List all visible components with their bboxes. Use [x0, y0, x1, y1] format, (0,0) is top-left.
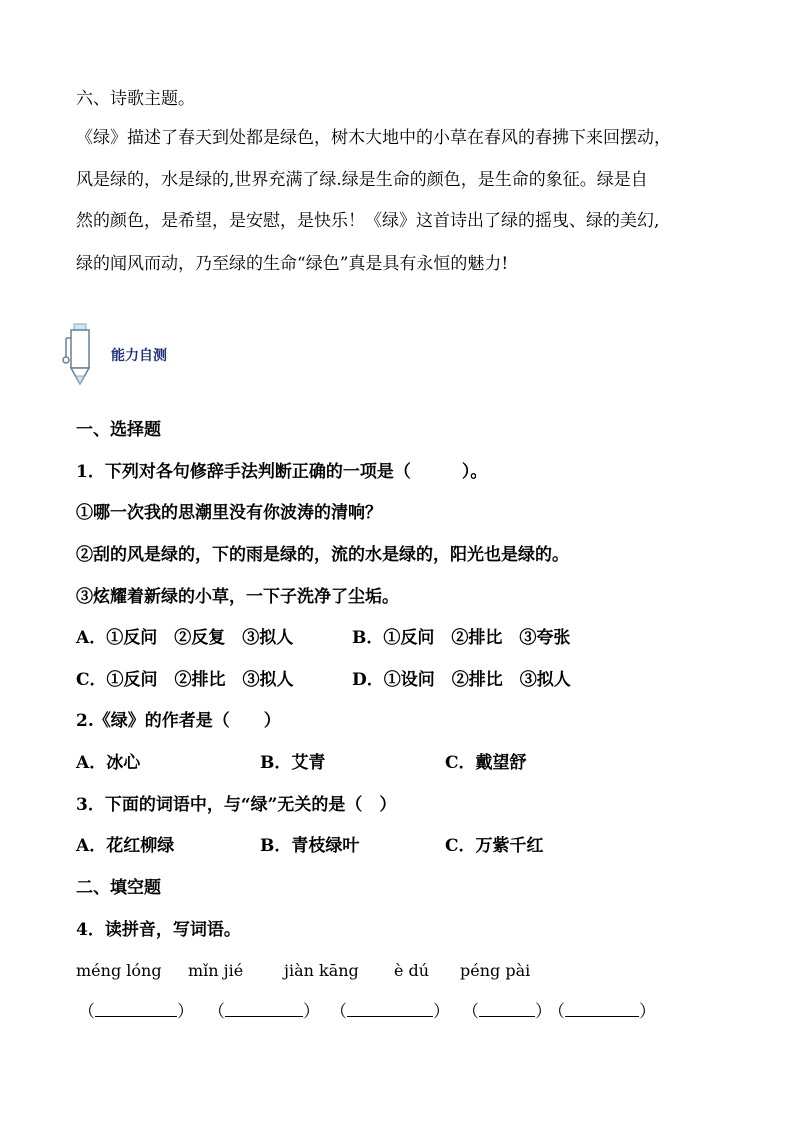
option-b: B．艾青 — [260, 753, 326, 773]
close-paren: ） — [535, 1002, 552, 1022]
answer-blank[interactable] — [78, 1000, 194, 1024]
option-b: B．①反问 ②排比 ③夸张 — [352, 628, 571, 648]
open-paren: （ — [548, 1002, 565, 1022]
answer-blank[interactable] — [330, 1000, 450, 1024]
open-paren: （ — [208, 1002, 225, 1022]
open-paren: （ — [330, 1002, 347, 1022]
paragraph-line: 绿的闻风而动，乃至绿的生命“绿色”真是具有永恒的魅力! — [76, 254, 509, 274]
option-b: B．青枝绿叶 — [260, 836, 360, 856]
open-paren: （ — [78, 1002, 95, 1022]
question-stem: 1．下列对各句修辞手法判断正确的一项是（ ）。 — [76, 462, 488, 482]
answer-blank[interactable] — [208, 1000, 320, 1024]
option-c: C．①反问 ②排比 ③拟人 — [76, 670, 294, 690]
section-heading-theme: 六、诗歌主题。 — [76, 89, 195, 109]
question-stem: 2.《绿》的作者是（ ） — [76, 711, 281, 731]
part-heading-choice: 一、选择题 — [76, 420, 161, 440]
paragraph-line: 风是绿的，水是绿的,世界充满了绿.绿是生命的颜色，是生命的象征。绿是自 — [76, 170, 648, 190]
close-paren: ） — [177, 1002, 194, 1022]
option-d: D．①设问 ②排比 ③拟人 — [352, 670, 571, 690]
question-sentence: ②刮的风是绿的，下的雨是绿的，流的水是绿的，阳光也是绿的。 — [76, 545, 569, 565]
paragraph-line: 然的颜色，是希望，是安慰，是快乐！《绿》这首诗出了绿的摇曳、绿的美幻, — [76, 211, 660, 231]
option-a: A．①反问 ②反复 ③拟人 — [76, 628, 294, 648]
open-paren: （ — [462, 1002, 479, 1022]
question-stem: 4．读拼音，写词语。 — [76, 920, 241, 940]
close-paren: ） — [639, 1002, 656, 1022]
close-paren: ） — [303, 1002, 320, 1022]
pinyin-item: péng pài — [460, 961, 531, 980]
close-paren: ） — [433, 1002, 450, 1022]
paragraph-line: 《绿》描述了春天到处都是绿色，树木大地中的小草在春风的春拂下来回摆动， — [76, 128, 671, 148]
pinyin-item: mǐn jié — [188, 961, 244, 980]
option-c: C．万紫千红 — [445, 836, 544, 856]
part-heading-fill: 二、填空题 — [76, 878, 161, 898]
section-logo-label: 能力自测 — [111, 348, 167, 364]
option-a: A．花红柳绿 — [76, 836, 175, 856]
option-c: C．戴望舒 — [445, 753, 527, 773]
answer-blank[interactable] — [548, 1000, 656, 1024]
question-sentence: ③炫耀着新绿的小草，一下子洗净了尘垢。 — [76, 587, 399, 607]
pinyin-item: è dú — [394, 961, 430, 980]
option-a: A．冰心 — [76, 753, 141, 773]
question-stem: 3．下面的词语中，与“绿”无关的是（ ） — [76, 795, 397, 815]
pinyin-item: jiàn kāng — [284, 961, 359, 980]
question-sentence: ①哪一次我的思潮里没有你波涛的清响？ — [76, 503, 382, 523]
pen-icon — [62, 322, 98, 390]
pinyin-item: méng lóng — [76, 961, 162, 980]
answer-blank[interactable] — [462, 1000, 552, 1024]
